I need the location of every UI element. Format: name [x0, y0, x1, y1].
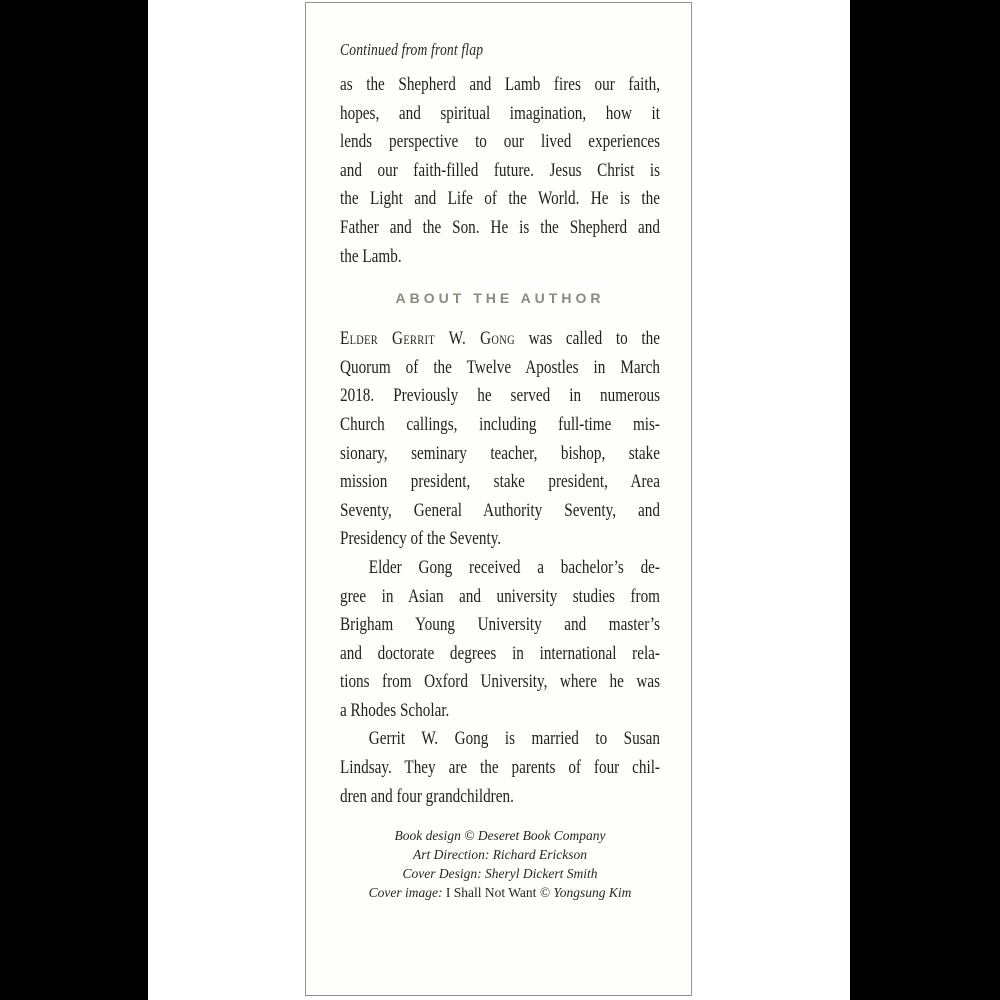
text-line: Brigham Young University and master’s	[340, 614, 660, 636]
text-line: Father and the Son. He is the Shepherd and	[340, 216, 660, 238]
credit-cover-image-label: Cover image:	[368, 885, 446, 901]
text-line: Seventy, General Authority Seventy, and	[340, 499, 660, 521]
text-line: Lindsay. They are the parents of four chil-	[340, 757, 660, 779]
about-the-author-heading: ABOUT THE AUTHOR	[395, 290, 605, 307]
text-line: dren and four grandchildren.	[340, 785, 514, 807]
credit-line-cover-design: Cover Design: Sheryl Dickert Smith	[402, 866, 598, 882]
intro-section	[340, 40, 660, 271]
right-black-bar	[850, 0, 1000, 1000]
cover-image-title: I Shall Not Want	[445, 885, 537, 901]
book-flap-panel	[305, 2, 692, 996]
text-line: Gerrit W. Gong is married to Susan	[368, 728, 660, 750]
text-line: Church callings, including full-time mis-	[340, 413, 660, 435]
continued-from-front-flap-note: Continued from front flap	[340, 40, 484, 59]
credit-line-book-design: Book design © Deseret Book Company	[394, 828, 606, 844]
text-line: sionary, seminary teacher, bishop, stake	[340, 442, 660, 464]
flap-content	[306, 3, 691, 902]
text-line: mission president, stake president, Area	[340, 471, 660, 493]
text-line: as the Shepherd and Lamb fires our faith,	[340, 74, 660, 95]
text-line: Presidency of the Seventy.	[340, 528, 502, 550]
text-line: Quorum of the Twelve Apostles in March	[340, 356, 660, 378]
text-line: Elder Gong received a bachelor’s de-	[368, 556, 660, 578]
text-line: a Rhodes Scholar.	[340, 699, 450, 721]
text-line: and doctorate degrees in international rela-	[340, 642, 660, 664]
text-segment: was called to the	[514, 328, 660, 350]
text-line: tions from Oxford University, where he was	[340, 671, 660, 693]
text-line	[340, 325, 660, 354]
author-name-smallcaps: Elder Gerrit W. Gong	[340, 328, 515, 350]
text-line: the Lamb.	[340, 245, 402, 267]
intro-paragraph	[340, 71, 660, 271]
text-line: the Light and Life of the World. He is the	[340, 188, 660, 210]
credits-section	[340, 826, 660, 902]
credit-line-cover-image	[340, 883, 660, 902]
text-line: 2018. Previously he served in numerous	[340, 385, 660, 407]
author-bio-section	[340, 325, 660, 811]
text-line: hopes, and spiritual imagination, how it	[340, 102, 660, 124]
text-line: gree in Asian and university studies from	[340, 585, 660, 607]
credit-cover-image-artist: © Yongsung Kim	[536, 885, 632, 901]
text-line: and our faith-filled future. Jesus Christ is	[340, 159, 660, 181]
credit-line-art-direction: Art Direction: Richard Erickson	[412, 847, 588, 863]
text-line: lends perspective to our lived experiences	[340, 131, 660, 153]
left-black-bar	[0, 0, 148, 1000]
